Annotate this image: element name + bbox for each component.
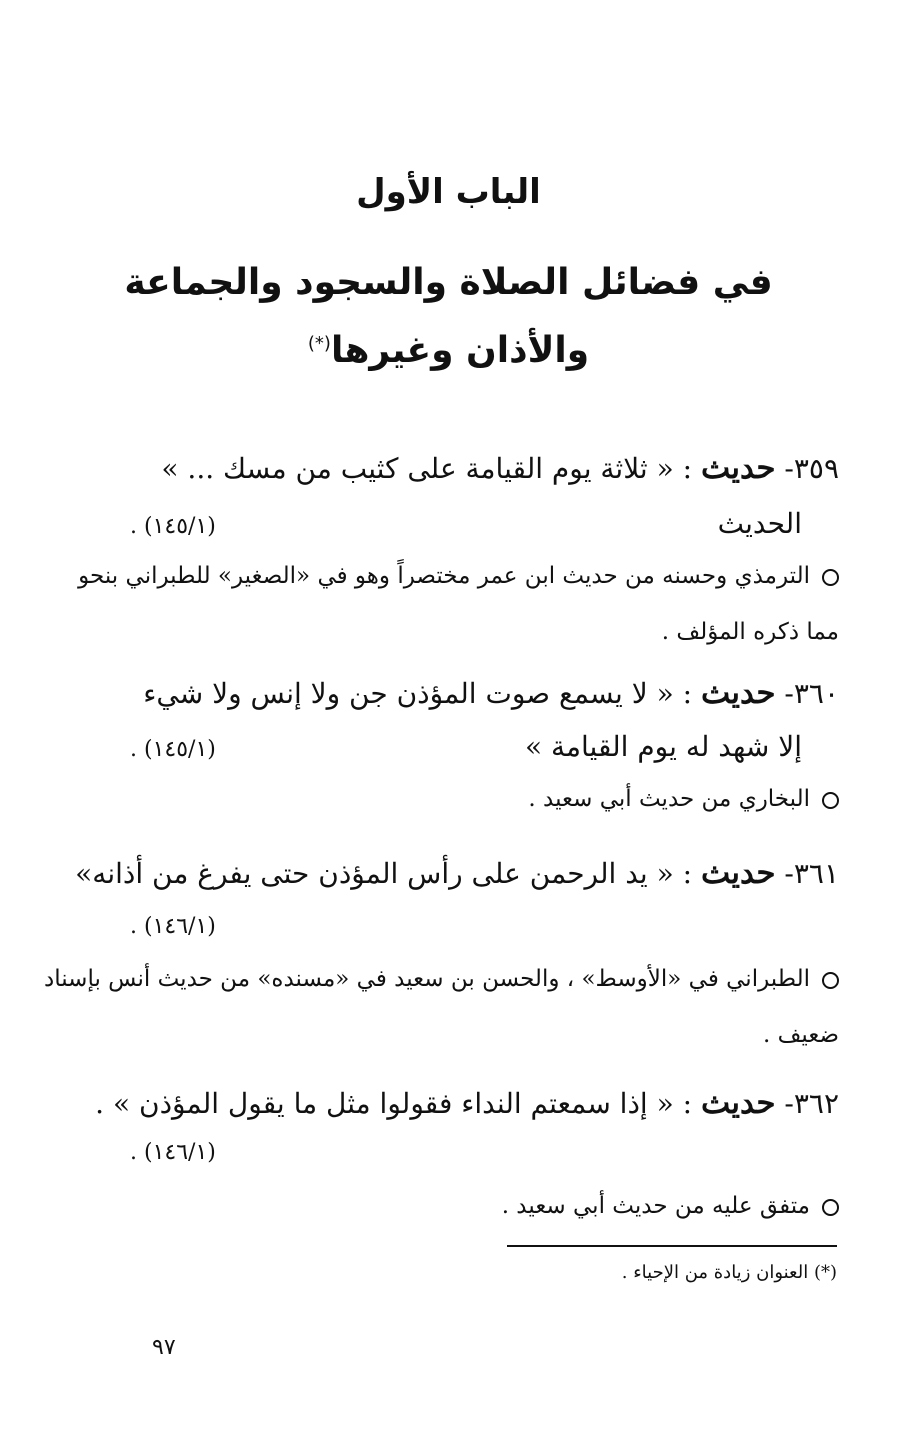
entry-note — [39, 951, 839, 1063]
chapter-title: الباب الأول — [356, 172, 541, 212]
section-heading-line2 — [0, 330, 897, 371]
hadith-entry-362 — [39, 1085, 839, 1121]
entry-note-text: الطبراني في «الأوسط» ، والحسن بن سعيد في «مسنده» من حديث أنس بإسناد ضعيف . — [43, 966, 839, 1048]
page-number: ٩٧ — [152, 1335, 176, 1360]
entry-keyword: حديث — [700, 855, 776, 891]
entry-number: ٣٦٢- — [784, 1087, 839, 1120]
entry-continuation: إلا شهد له يوم القيامة » — [524, 730, 802, 763]
section-heading-line1: في فضائل الصلاة والسجود والجماعة — [124, 262, 773, 303]
entry-note — [39, 548, 839, 660]
entry-text: : « لا يسمع صوت المؤذن جن ولا إنس ولا شيء — [143, 677, 693, 710]
footnote-marker: (*) — [307, 333, 331, 354]
entry-keyword: حديث — [700, 675, 776, 711]
entry-text: : « إذا سمعتم النداء فقولوا مثل ما يقول المؤذن » . — [95, 1087, 693, 1120]
circle-bullet-icon — [822, 972, 839, 989]
entry-text: : « ثلاثة يوم القيامة على كثيب من مسك ... » — [161, 452, 693, 485]
footnote-divider — [507, 1245, 837, 1247]
hadith-entry-359 — [39, 450, 839, 486]
entry-text: : « يد الرحمن على رأس المؤذن حتى يفرغ من أذانه» — [75, 857, 693, 890]
circle-bullet-icon — [822, 1199, 839, 1216]
entry-reference: (١٤٦/١) . — [130, 1140, 216, 1165]
entry-number: ٣٦١- — [784, 857, 839, 890]
entry-reference: (١٤٥/١) . — [130, 737, 216, 762]
entry-reference: (١٤٦/١) . — [130, 914, 216, 939]
footnote: (*) العنوان زيادة من الإحياء . — [621, 1262, 837, 1283]
entry-number: ٣٦٠- — [784, 677, 839, 710]
circle-bullet-icon — [822, 569, 839, 586]
entry-keyword: حديث — [700, 1085, 776, 1121]
entry-reference: (١٤٥/١) . — [130, 514, 216, 539]
entry-note — [39, 1178, 839, 1234]
hadith-entry-360 — [39, 675, 839, 711]
circle-bullet-icon — [822, 792, 839, 809]
hadith-entry-361 — [39, 855, 839, 891]
section-heading-line2-text: والأذان وغيرها — [330, 330, 590, 371]
entry-note-text: الترمذي وحسنه من حديث ابن عمر مختصراً وهو في «الصغير» للطبراني بنحو مما ذكره المؤلف . — [78, 563, 839, 645]
entry-note-text: البخاري من حديث أبي سعيد . — [528, 786, 810, 812]
entry-note — [39, 771, 839, 827]
entry-continuation: الحديث — [717, 507, 802, 540]
entry-number: ٣٥٩- — [784, 452, 839, 485]
entry-keyword: حديث — [700, 450, 776, 486]
entry-note-text: متفق عليه من حديث أبي سعيد . — [501, 1193, 810, 1219]
